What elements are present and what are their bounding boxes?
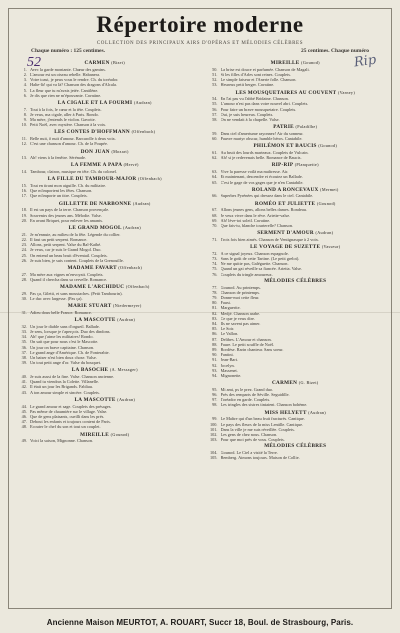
song-title: Marguerite. xyxy=(220,305,241,311)
song-title: On sait que pour nous c'est le Mascotte. xyxy=(30,339,99,345)
section-title: PHILÉMON ET BAUCIS xyxy=(253,143,317,150)
song-title: Pas même de chaumière sur le village. Valse. xyxy=(30,408,108,414)
song-number: 26. xyxy=(21,257,27,263)
song-title: Gounod. Au printemps. xyxy=(220,284,261,290)
section-composer: (Offenbach) xyxy=(131,129,156,135)
song-title: Halte-là! qui va là? Chanson des dragons d'Alcala. xyxy=(30,82,117,88)
song-number: 52. xyxy=(212,77,218,83)
section-composer: (G. Bizet) xyxy=(298,380,319,386)
song-number: 88. xyxy=(212,341,218,347)
song-title: Quand il chercha dans sa cervelle. Romance. xyxy=(30,276,108,282)
song-title: Les gens de chez nous. Chanson. xyxy=(220,432,278,437)
song-number: 50. xyxy=(212,66,218,72)
handwritten-signature: Rip xyxy=(352,52,377,71)
song-number: 48. xyxy=(21,424,27,430)
song-number: 28. xyxy=(21,276,27,282)
song-title: Je veux vivre dans le rêve. Ariette-valse. xyxy=(220,212,291,218)
song-title: Jocelyn. xyxy=(220,362,235,368)
song-number: 17. xyxy=(21,193,27,199)
song-number: 29. xyxy=(21,290,27,296)
section-composer: (Audran) xyxy=(117,396,136,402)
song-number: 38. xyxy=(21,354,27,360)
song-number: 99. xyxy=(212,416,218,422)
song-number: 25. xyxy=(21,252,27,258)
song-title: L'amour est un oiseau rebelle. Habanera. xyxy=(30,71,101,77)
song-title: Le simple faiseur et l'Anerie folle. Chanson. xyxy=(220,77,297,83)
section-composer: (Mermet) xyxy=(320,186,339,192)
section-title: MADAME L'ARCHIDUC xyxy=(59,284,125,291)
song-number: 3. xyxy=(23,77,27,83)
song-title: Dans ciel d'amertume rayonnez! Air du sonneur. xyxy=(220,130,304,136)
song-number: 103. xyxy=(209,437,218,443)
song-title: Un tout petit ange d'or. Valse du bouquet. xyxy=(30,360,101,366)
song-title: Tout à la fois, le cœur et la tête. Couplets. xyxy=(30,106,102,112)
song-number: 18. xyxy=(21,207,27,213)
song-title: Le Vallon. xyxy=(220,331,239,337)
section-title: RIP-RIP xyxy=(271,162,294,169)
song-title: Vive la paresse voilà ma maîtresse. Air. xyxy=(220,169,289,175)
section-composer: (Mozart) xyxy=(111,148,129,154)
song-title: Quand tu viendras la Colette. Villanelle. xyxy=(30,379,99,385)
song-number: 30. xyxy=(21,295,27,301)
song-title: Je veux, car je suis le Grand Mogol. Duo. xyxy=(30,247,102,253)
song-number: 36. xyxy=(21,344,27,350)
song-title: Il était un jour les Brigands. Fabliau. xyxy=(30,384,94,390)
section-title: MARIE STUART xyxy=(67,303,112,310)
section-title: LES MOUSQUETAIRES AU COUVENT xyxy=(235,89,337,96)
section-composer: (Planquette) xyxy=(294,162,319,168)
song-title: Superbes Pyrénées qui dressez dans le ciel. Cantabile. xyxy=(220,193,314,199)
song-number: 70. xyxy=(212,222,218,228)
song-title: Votre toast, je peux vous le rendre. Ch. du toréador. xyxy=(30,77,119,83)
song-title: Sans le goût de cette Tartine. (Le petit grelot). xyxy=(220,256,300,261)
song-number: 92. xyxy=(212,362,218,368)
song-number: 34. xyxy=(21,334,27,340)
song-number: 79. xyxy=(212,294,218,300)
page-border xyxy=(8,8,392,609)
song-number: 82. xyxy=(212,310,218,316)
song-title: Un jour le diable sans d'orgueil. Ballade. xyxy=(30,323,100,329)
section-composer: (Bizet) xyxy=(111,60,125,65)
song-title: Je suis bien, je suis content. Couplets de la Grenouille. xyxy=(30,257,124,263)
section-composer: (Offenbach) xyxy=(138,176,162,182)
song-title: Le duc avec largesse. (Pas ça). xyxy=(30,295,83,301)
song-number: 74. xyxy=(212,261,218,267)
section-composer: (Offenbach) xyxy=(118,264,143,270)
song-number: 11. xyxy=(21,136,27,142)
song-number: 87. xyxy=(212,336,218,342)
song-number: 20. xyxy=(21,217,27,223)
song-number: 54. xyxy=(212,96,218,102)
song-title: Gounod. Le Ciel a visité la Terre. xyxy=(220,450,278,456)
section-composer: (Audran) xyxy=(315,230,334,236)
song-title: Quand un gai réveille sa fiancée. Arietta. Valse. xyxy=(220,266,303,272)
song-number: 90. xyxy=(212,352,218,358)
song-number: 65. xyxy=(212,179,218,185)
song-title: Je dis que rien ne m'épouvante. Cavatine. xyxy=(30,92,102,98)
section-composer: (Vasseur) xyxy=(321,244,341,250)
song-number: 89. xyxy=(212,346,218,352)
section-title: MADAME FAVART xyxy=(67,264,117,271)
section-composer: (Niedermeyer) xyxy=(113,303,142,309)
song-number: 71. xyxy=(212,236,218,242)
song-number: 5. xyxy=(23,87,27,93)
song-number: 24. xyxy=(21,247,27,253)
song-number: 43. xyxy=(21,389,27,395)
song-number: 77. xyxy=(212,284,218,290)
song-number: 58. xyxy=(212,117,218,123)
song-title: Faure. Le petit souffle de Noël. xyxy=(220,341,275,347)
song-number: 104. xyxy=(209,450,218,456)
section-title: LA MASCOTTE xyxy=(74,317,116,324)
song-number: 60. xyxy=(212,136,218,142)
song-number: 98. xyxy=(212,402,218,408)
section-title: CARMEN xyxy=(84,60,110,66)
song-title: Ma mère, j'entends le violon. Gavotte. xyxy=(30,117,96,123)
song-title: Belle nuit, ô nuit d'amour. Barcarolle à deux voix. xyxy=(30,136,116,142)
song-number: 73. xyxy=(212,256,218,261)
section-title: DON JUAN xyxy=(80,148,110,155)
song-title: On ne vendait à la chapelle. Valse. xyxy=(220,117,280,123)
section-title: LE VOYAGE DE SUZETTE xyxy=(250,244,321,251)
song-number: 53. xyxy=(212,82,218,88)
song-title: Fantini. xyxy=(220,352,234,358)
song-number: 1. xyxy=(23,66,27,72)
song-number: 9. xyxy=(23,117,27,123)
song-title: Que m'importe un titre. Couplets. xyxy=(30,193,88,199)
song-title: A ce signal joyeux. Chanson espagnole. xyxy=(220,250,289,256)
song-title: Petit Noël, avec mystère. Chanson à la voix. xyxy=(30,122,107,128)
song-title: Voici la saison, Mignonne. Chanson. xyxy=(30,438,94,444)
song-number: 45. xyxy=(21,408,27,414)
song-number: 35. xyxy=(21,339,27,345)
section-composer: (A. Messager) xyxy=(109,367,138,373)
section-title: LA FEMME A PAPA xyxy=(70,162,122,169)
song-title: Heureux petit berger. Cavatine. xyxy=(220,82,275,88)
song-title: Que fais-tu, blanche tourterelle? Chanson. xyxy=(220,222,294,228)
song-number: 62. xyxy=(212,155,218,161)
song-number: 59. xyxy=(212,130,218,136)
section-composer: (Paladilhe) xyxy=(295,124,318,130)
song-title: C'est le gage de vos gages que je n'en Cantabile. xyxy=(220,179,304,185)
song-title: Massenet. xyxy=(220,367,238,373)
song-title: Ah! viens à la fenêtre. Sérénade. xyxy=(30,155,86,161)
song-title: L'amour n'est pas dans votre nouvel abri. Couplets. xyxy=(220,101,309,107)
section-composer: (Varney) xyxy=(337,89,356,95)
song-title: Mi ami, ps le prez. Grand duo. xyxy=(220,386,274,392)
song-title: Allons, petit serpent. Valse du Bal-Kaïbé. xyxy=(30,242,102,248)
song-number: 81. xyxy=(212,305,218,311)
section-composer: (Audran) xyxy=(117,317,136,323)
song-number: 47. xyxy=(21,419,27,425)
section-composer: (Offenbach) xyxy=(125,284,150,290)
song-number: 57. xyxy=(212,111,218,117)
song-number: 84. xyxy=(212,320,218,326)
section-title: LES CONTES D'HOFFMANN xyxy=(54,129,130,136)
section-title: MISS HELYETT xyxy=(264,409,307,416)
song-number: 19. xyxy=(21,212,27,218)
song-number: 96. xyxy=(212,392,218,398)
song-title: Pour que moi près de vous. Couplets. xyxy=(220,437,285,443)
section-title: LA CIGALE ET LA FOURMI xyxy=(57,99,133,106)
song-number: 14. xyxy=(21,169,27,175)
song-title: Toréador en garde. Couplets. xyxy=(220,397,271,403)
song-number: 61. xyxy=(212,150,218,156)
collection-subtitle: COLLECTION DES PRINCIPAUX AIRS D'OPÉRAS ET MÉLODIES CÉLÈBRES xyxy=(96,41,304,46)
song-title: Le Soir. xyxy=(220,326,235,332)
song-number: 80. xyxy=(212,300,218,306)
song-number: 22. xyxy=(21,236,27,242)
song-number: 4. xyxy=(23,82,27,88)
song-title: Bordèse. Rarin chanteur. Sans soeur. xyxy=(220,346,284,352)
song-title: Debout les enfants et toujours content de Paris. xyxy=(30,419,111,425)
section-title: CARMEN xyxy=(271,380,298,387)
song-title: Je m'ennuie, au milieu de la fête. Légende du collier. xyxy=(30,231,121,237)
section-composer: (Gounod) xyxy=(316,200,336,206)
section-title: PATRIE xyxy=(273,124,294,131)
song-title: Adieu doux belle France. Romance. xyxy=(30,309,92,315)
song-number: 51. xyxy=(212,71,218,77)
song-number: 85. xyxy=(212,326,218,332)
song-number: 15. xyxy=(21,183,27,189)
song-number: 8. xyxy=(23,111,27,117)
song-number: 68. xyxy=(212,212,218,218)
song-title: Je sens, lorsque je t'aperçois. Duo des dindons. xyxy=(30,328,111,334)
song-title: Dans la ville je me suis réveillée. Couplets. xyxy=(220,426,295,432)
song-title: Ah! si je redevenais belle. Romance de Baucis. xyxy=(220,155,302,161)
song-number: 95. xyxy=(212,386,218,392)
song-title: Pour faire un brave mousquetaire. Couplets. xyxy=(220,106,297,112)
publisher-footer: Ancienne Maison MEURTOT, A. ROUART, Succr 18, Boul. de Strasbourg, Paris. xyxy=(46,618,354,627)
song-title: Allons jeunes gens, allons belles dames. Rondeau. xyxy=(220,207,308,213)
song-title: Le pays des fleurs de la miss Lentille. Cantique. xyxy=(220,421,304,427)
song-title: Le grand ange d'Amérique. Ch. de Fonterabie. xyxy=(30,349,110,355)
song-title: Medjé. Chanson arabe. xyxy=(220,310,261,316)
song-title: Donne-moi cette fleur. xyxy=(220,294,260,300)
song-number: 93. xyxy=(212,367,218,373)
song-title: A ton amour simple et sincère. Couplets. xyxy=(30,389,100,395)
song-title: Pauvre martyr obscur, humble héros. Cantabile. xyxy=(220,136,303,142)
song-number: 46. xyxy=(21,413,27,419)
section-title: MÉLODIES CÉLÈBRES xyxy=(264,277,327,284)
song-number: 86. xyxy=(212,331,218,337)
song-number: 64. xyxy=(212,174,218,180)
song-title: On entend un beau bruit d'éventail. Couplets. xyxy=(30,252,108,258)
song-number: 66. xyxy=(212,193,218,199)
song-number: 105. xyxy=(209,455,218,461)
song-number: 91. xyxy=(212,357,218,363)
section-title: SERMENT D'AMOUR xyxy=(257,230,314,237)
song-number: 100. xyxy=(209,421,218,427)
song-title: Que m'importent les fêtes. Chanson. xyxy=(30,188,93,194)
song-number: 78. xyxy=(212,289,218,295)
song-title: Ecouter le chef du son et tout un couplet. xyxy=(30,424,101,430)
song-number: 31. xyxy=(21,309,27,315)
song-number: 16. xyxy=(21,188,27,194)
song-title: Si les filles d'Arles sont reines. Couplets. xyxy=(220,71,291,77)
song-title: Oui, je suis heureux. Couplets. xyxy=(220,111,274,117)
song-title: Ne me quitte pas, Galéguette. Chanson. xyxy=(220,261,289,267)
song-number: 41. xyxy=(21,379,27,385)
song-number: 49. xyxy=(21,438,27,444)
song-number: 27. xyxy=(21,271,27,277)
song-number: 13. xyxy=(21,155,27,161)
song-number: 10. xyxy=(21,122,27,128)
song-title: Tambour, clairon, musique en tête. Ch. du colonel. xyxy=(30,169,117,175)
song-number: 101. xyxy=(209,426,218,432)
song-title: Il est un pays de la terre. Chanson provençale. xyxy=(30,207,110,213)
song-number: 83. xyxy=(212,315,218,321)
song-title: Ce que je veux dire. xyxy=(220,315,255,321)
song-number: 44. xyxy=(21,403,27,409)
song-title: Au bruit des lourds marteaux. Couplets de Vulcain. xyxy=(220,150,309,156)
song-title: Et maintenant, descendre et écoutez un Ballade. xyxy=(220,174,303,180)
song-title: Un jour on brave capitaine. Chanson. xyxy=(30,344,95,350)
song-title: Chanson de printemps. xyxy=(220,289,261,295)
section-title: MÉLODIES CÉLÈBRES xyxy=(264,443,327,450)
song-number: 6. xyxy=(23,92,27,98)
section-title: GILLETTE DE NARBONNE xyxy=(58,200,132,207)
section-composer: (Audran) xyxy=(132,200,151,206)
song-number: 67. xyxy=(212,207,218,213)
song-number: 102. xyxy=(209,432,218,437)
handwritten-number: 52 xyxy=(27,55,41,70)
song-title: Que de gens plaisants, cueilli dans les prés. xyxy=(30,413,105,419)
song-number: 7. xyxy=(23,106,27,112)
song-title: Un baiser n'est bien doux chose. Valse. xyxy=(30,354,97,360)
song-number: 94. xyxy=(212,372,218,378)
section-title: LA MASCOTTE xyxy=(74,396,116,403)
song-number: 76. xyxy=(212,271,218,277)
song-title: Pas ça, Giletti, et sans moustaches. (Petit Tambourin). xyxy=(30,290,123,296)
section-composer: (Gounod) xyxy=(301,60,320,65)
song-number: 75. xyxy=(212,266,218,272)
section-composer: (Gounod) xyxy=(318,143,338,149)
song-number: 23. xyxy=(21,242,27,248)
section-composer: (Audran) xyxy=(308,409,326,415)
song-number: 2. xyxy=(23,71,27,77)
song-title: Tout en tirant mon aiguille. Ch. du militaire. xyxy=(30,183,107,189)
section-composer: (Audran) xyxy=(133,99,152,105)
song-number: 39. xyxy=(21,360,27,366)
song-title: Ah! que j'aime les militaires! Rondo. xyxy=(30,334,94,340)
song-title: Avec la garde montante. Chœur des gamins. xyxy=(30,66,106,72)
song-title: Jean-Bart. xyxy=(220,357,239,363)
song-title: Couplets du tringle amoureux. xyxy=(220,271,273,277)
song-title: Trois fois bien aimés. Chanson de Ventignasque à 2 voix. xyxy=(220,236,319,242)
song-title: Mignonette. xyxy=(220,372,242,378)
page-title: Répertoire moderne xyxy=(96,12,304,37)
song-title: Le grand amour et sage. Couplets des présages. xyxy=(30,403,112,409)
song-number: 33. xyxy=(21,328,27,334)
song-title: Bemberg. Aimons toujours. Maison de Collie. xyxy=(220,455,300,461)
song-number: 63. xyxy=(212,169,218,175)
song-number: 55. xyxy=(212,101,218,107)
song-title: C'est une chanson d'amour. Ch. de la Poupée. xyxy=(30,141,108,147)
song-title: En l'ai pas vu l'abbé Bridaine. Chanson. xyxy=(220,96,289,102)
song-title: Je veux, ma cigale, aller à Paris. Rondo. xyxy=(30,111,99,117)
song-title: La brise est douce et parfumée. Chanson de Magali. xyxy=(220,66,310,72)
song-title: Les tringles des sistres tintaient. Chanson bohème. xyxy=(220,402,308,408)
section-composer: (Audran) xyxy=(123,224,141,230)
section-title: ROMÉO ET JULIETTE xyxy=(254,200,316,207)
section-title: LE GRAND MOGOL xyxy=(68,224,122,231)
song-number: 72. xyxy=(212,250,218,256)
song-title: Ils ne savent pas aimer. xyxy=(220,320,261,326)
section-title: ROLAND A RONCEVAUX xyxy=(251,186,319,193)
song-title: Ah! lève-toi soleil. Cavatine. xyxy=(220,217,271,223)
song-number: 40. xyxy=(21,374,27,380)
song-number: 32. xyxy=(21,323,27,329)
price-left: Chaque numéro : 125 centimes. xyxy=(31,48,105,54)
song-number: 37. xyxy=(21,349,27,355)
song-title: Ma mère aux vignes m'envoyait. Couplets. xyxy=(30,271,104,277)
song-title: Delibes. L'Amour et chanson. xyxy=(220,336,272,342)
song-title: Souvenirs des jeunes ans. Mélodie. Valse. xyxy=(30,212,102,218)
section-composer: (Gounod) xyxy=(110,431,130,437)
song-number: 21. xyxy=(21,231,27,237)
song-title: La fleur que tu m'avais jetée. Cantilène. xyxy=(30,87,99,93)
section-title: MIREILLE xyxy=(80,431,110,438)
section-title: MIREILLE xyxy=(270,60,300,66)
song-number: 69. xyxy=(212,217,218,223)
price-right: 25 centimes. Chaque numéro xyxy=(300,48,369,54)
song-number: 42. xyxy=(21,384,27,390)
song-number: 12. xyxy=(21,141,27,147)
song-number: 56. xyxy=(212,106,218,112)
song-number: 97. xyxy=(212,397,218,403)
song-title: Faust. xyxy=(220,300,231,306)
song-title: Il faut un petit serpent. Romance. xyxy=(30,236,88,242)
song-title: Je suis aussi de la fine. Valse. Chanson ancienne. xyxy=(30,374,115,380)
song-title: En avant Briquet, pour enlever les amants. xyxy=(30,217,104,223)
song-title: Le Maître qui d'un beau fruit fracturés. Cantique. xyxy=(220,416,305,422)
song-title: Près des remparts de Séville. Seguidille. xyxy=(220,392,290,398)
section-title: LA FILLE DU TAMBOUR-MAJOR xyxy=(47,176,137,183)
section-composer: (Hervé) xyxy=(123,162,139,168)
section-title: LA BASOCHE xyxy=(71,367,109,374)
